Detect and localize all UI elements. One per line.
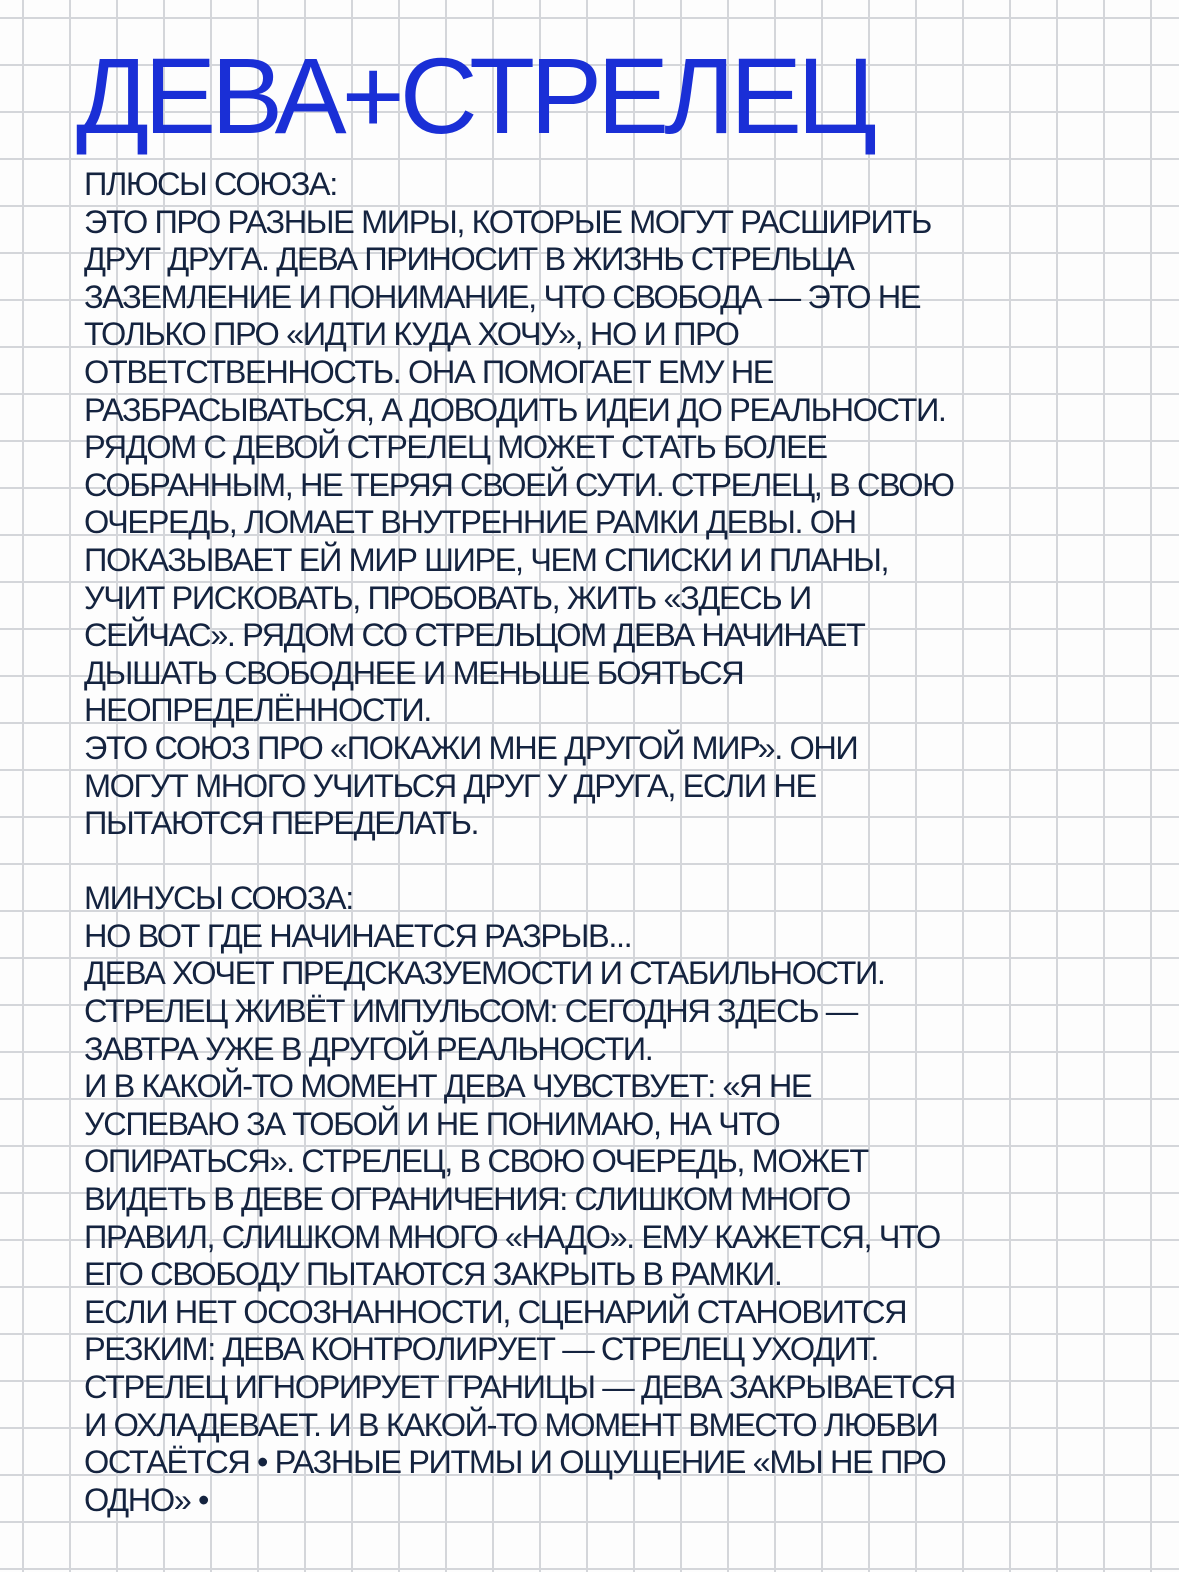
- pros-line: НЕОПРЕДЕЛЁННОСТИ.: [84, 692, 431, 729]
- pros-line: ЗАЗЕМЛЕНИЕ И ПОНИМАНИЕ, ЧТО СВОБОДА — ЭТО НЕ: [84, 278, 921, 315]
- cons-line: НО ВОТ ГДЕ НАЧИНАЕТСЯ РАЗРЫВ...: [84, 917, 632, 954]
- pros-line: СОБРАННЫМ, НЕ ТЕРЯЯ СВОЕЙ СУТИ. СТРЕЛЕЦ, В СВОЮ: [84, 466, 954, 503]
- cons-line: ПРАВИЛ, СЛИШКОМ МНОГО «НАДО». ЕМУ КАЖЕТСЯ, ЧТО: [84, 1218, 940, 1255]
- cons-line: ОДНО» •: [84, 1481, 209, 1518]
- pros-line: ПОКАЗЫВАЕТ ЕЙ МИР ШИРЕ, ЧЕМ СПИСКИ И ПЛАНЫ,: [84, 541, 889, 578]
- cons-line: ДЕВА ХОЧЕТ ПРЕДСКАЗУЕМОСТИ И СТАБИЛЬНОСТИ.: [84, 955, 885, 992]
- cons-line: РЕЗКИМ: ДЕВА КОНТРОЛИРУЕТ — СТРЕЛЕЦ УХОДИТ.: [84, 1331, 879, 1368]
- cons-line: ЗАВТРА УЖЕ В ДРУГОЙ РЕАЛЬНОСТИ.: [84, 1030, 653, 1067]
- cons-line: УСПЕВАЮ ЗА ТОБОЙ И НЕ ПОНИМАЮ, НА ЧТО: [84, 1105, 780, 1142]
- cons-line: И В КАКОЙ-ТО МОМЕНТ ДЕВА ЧУВСТВУЕТ: «Я НЕ: [84, 1068, 812, 1105]
- article-body: [84, 166, 1124, 1519]
- pros-line: ЭТО ПРО РАЗНЫЕ МИРЫ, КОТОРЫЕ МОГУТ РАСШИРИТЬ: [84, 203, 931, 240]
- pros-heading: ПЛЮСЫ СОЮЗА:: [84, 166, 337, 202]
- pros-line: ПЫТАЮТСЯ ПЕРЕДЕЛАТЬ.: [84, 805, 479, 842]
- pros-line: ТОЛЬКО ПРО «ИДТИ КУДА ХОЧУ», НО И ПРО: [84, 316, 739, 353]
- cons-line: ОПИРАТЬСЯ». СТРЕЛЕЦ, В СВОЮ ОЧЕРЕДЬ, МОЖЕТ: [84, 1143, 868, 1180]
- pros-line: МОГУТ МНОГО УЧИТЬСЯ ДРУГ У ДРУГА, ЕСЛИ НЕ: [84, 767, 816, 804]
- pros-line: ОТВЕТСТВЕННОСТЬ. ОНА ПОМОГАЕТ ЕМУ НЕ: [84, 353, 774, 390]
- section-spacer: [84, 843, 1124, 881]
- pros-line: ЭТО СОЮЗ ПРО «ПОКАЖИ МНЕ ДРУГОЙ МИР». ОНИ: [84, 729, 858, 766]
- cons-line: ВИДЕТЬ В ДЕВЕ ОГРАНИЧЕНИЯ: СЛИШКОМ МНОГО: [84, 1181, 850, 1218]
- pros-section: [84, 166, 1124, 843]
- pros-line: ДЫШАТЬ СВОБОДНЕЕ И МЕНЬШЕ БОЯТЬСЯ: [84, 654, 744, 691]
- cons-line: СТРЕЛЕЦ ЖИВЁТ ИМПУЛЬСОМ: СЕГОДНЯ ЗДЕСЬ —: [84, 993, 857, 1030]
- page-title: ДЕВА+СТРЕЛЕЦ: [76, 35, 872, 156]
- pros-line: ДРУГ ДРУГА. ДЕВА ПРИНОСИТ В ЖИЗНЬ СТРЕЛЬЦА: [84, 241, 854, 278]
- pros-line: СЕЙЧАС». РЯДОМ СО СТРЕЛЬЦОМ ДЕВА НАЧИНАЕТ: [84, 617, 865, 654]
- pros-line: ОЧЕРЕДЬ, ЛОМАЕТ ВНУТРЕННИЕ РАМКИ ДЕВЫ. ОН: [84, 504, 856, 541]
- cons-line: СТРЕЛЕЦ ИГНОРИРУЕТ ГРАНИЦЫ — ДЕВА ЗАКРЫВАЕТСЯ: [84, 1369, 955, 1405]
- cons-line: ЕГО СВОБОДУ ПЫТАЮТСЯ ЗАКРЫТЬ В РАМКИ.: [84, 1256, 782, 1293]
- cons-heading: МИНУСЫ СОЮЗА:: [84, 880, 353, 917]
- cons-section: [84, 880, 1124, 1519]
- cons-line: И ОХЛАДЕВАЕТ. И В КАКОЙ-ТО МОМЕНТ ВМЕСТО ЛЮБВИ: [84, 1406, 938, 1443]
- cons-line: ОСТАЁТСЯ • РАЗНЫЕ РИТМЫ И ОЩУЩЕНИЕ «МЫ НЕ ПРО: [84, 1444, 946, 1481]
- pros-line: РЯДОМ С ДЕВОЙ СТРЕЛЕЦ МОЖЕТ СТАТЬ БОЛЕЕ: [84, 429, 827, 466]
- pros-line: УЧИТ РИСКОВАТЬ, ПРОБОВАТЬ, ЖИТЬ «ЗДЕСЬ И: [84, 579, 811, 616]
- pros-line: РАЗБРАСЫВАТЬСЯ, А ДОВОДИТЬ ИДЕИ ДО РЕАЛЬНОСТИ.: [84, 391, 946, 428]
- cons-line: ЕСЛИ НЕТ ОСОЗНАННОСТИ, СЦЕНАРИЙ СТАНОВИТСЯ: [84, 1293, 907, 1330]
